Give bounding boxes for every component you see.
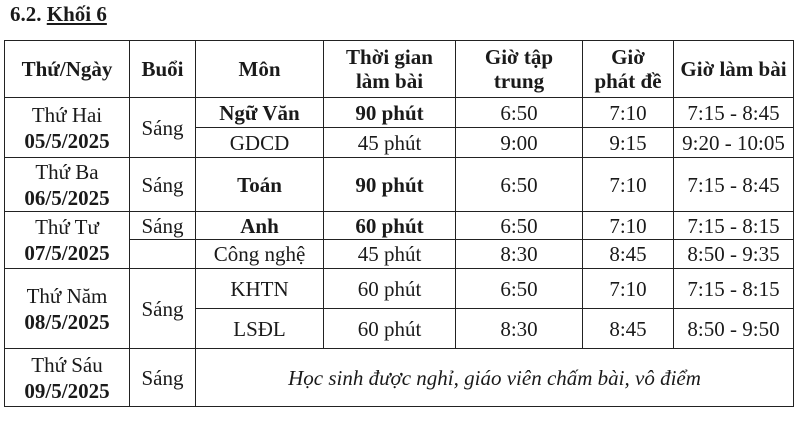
day-name: Thứ Tư [35, 215, 99, 239]
subject-cell: KHTN [196, 269, 324, 309]
header-duration-line2: làm bài [355, 69, 424, 93]
day-date: 07/5/2025 [24, 241, 110, 265]
header-handout-line1: Giờ [611, 45, 645, 69]
header-handout-line2: phát đề [594, 69, 662, 93]
subject-cell: Công nghệ [196, 240, 324, 269]
work-cell: 7:15 - 8:15 [674, 212, 794, 240]
section-heading [10, 2, 107, 27]
session-cell: Sáng [130, 269, 196, 349]
work-cell: 8:50 - 9:35 [674, 240, 794, 269]
day-date: 09/5/2025 [24, 378, 110, 403]
session-cell-empty [130, 240, 196, 269]
gather-cell: 6:50 [456, 212, 583, 240]
day-cell [5, 212, 130, 269]
day-cell [5, 98, 130, 158]
handout-cell: 8:45 [583, 309, 674, 349]
duration-cell: 60 phút [324, 269, 456, 309]
handout-cell: 7:10 [583, 212, 674, 240]
session-cell: Sáng [130, 212, 196, 240]
table-row [5, 158, 794, 212]
day-date: 05/5/2025 [24, 128, 110, 153]
header-duration-line1: Thời gian [346, 45, 433, 69]
session-cell: Sáng [130, 158, 196, 212]
day-off-note: Học sinh được nghỉ, giáo viên chấm bài, vô điểm [196, 349, 794, 407]
header-gather-line2: trung [493, 69, 545, 93]
header-session: Buổi [130, 41, 196, 98]
session-cell: Sáng [130, 98, 196, 158]
gather-cell: 8:30 [456, 309, 583, 349]
header-row [5, 41, 794, 98]
header-duration [324, 41, 456, 98]
header-day: Thứ/Ngày [5, 41, 130, 98]
subject-cell: LSĐL [196, 309, 324, 349]
section-number: 6.2. [10, 2, 42, 26]
handout-cell: 9:15 [583, 128, 674, 158]
handout-cell: 8:45 [583, 240, 674, 269]
handout-cell: 7:10 [583, 158, 674, 212]
day-name: Thứ Năm [26, 283, 108, 308]
session-cell: Sáng [130, 349, 196, 407]
duration-cell: 90 phút [324, 158, 456, 212]
day-cell [5, 269, 130, 349]
work-cell: 7:15 - 8:45 [674, 158, 794, 212]
day-name: Thứ Ba [35, 159, 99, 184]
header-subject: Môn [196, 41, 324, 98]
table-row [5, 212, 794, 240]
table-row [5, 98, 794, 128]
day-cell [5, 349, 130, 407]
header-handout [583, 41, 674, 98]
header-work: Giờ làm bài [674, 41, 794, 98]
work-cell: 7:15 - 8:15 [674, 269, 794, 309]
handout-cell: 7:10 [583, 269, 674, 309]
subject-cell: Ngữ Văn [196, 98, 324, 128]
subject-cell: Toán [196, 158, 324, 212]
handout-cell: 7:10 [583, 98, 674, 128]
gather-cell: 8:30 [456, 240, 583, 269]
day-name: Thứ Hai [31, 102, 103, 127]
work-cell: 7:15 - 8:45 [674, 98, 794, 128]
header-gather [456, 41, 583, 98]
gather-cell: 6:50 [456, 158, 583, 212]
table-row [5, 349, 794, 407]
duration-cell: 90 phút [324, 98, 456, 128]
work-cell: 8:50 - 9:50 [674, 309, 794, 349]
header-gather-line1: Giờ tập [484, 45, 554, 69]
gather-cell: 6:50 [456, 98, 583, 128]
gather-cell: 6:50 [456, 269, 583, 309]
subject-cell: GDCD [196, 128, 324, 158]
subject-cell: Anh [196, 212, 324, 240]
day-date: 06/5/2025 [24, 185, 110, 210]
duration-cell: 60 phút [324, 212, 456, 240]
day-cell [5, 158, 130, 212]
day-name: Thứ Sáu [31, 352, 103, 377]
duration-cell: 60 phút [324, 309, 456, 349]
work-cell: 9:20 - 10:05 [674, 128, 794, 158]
duration-cell: 45 phút [324, 240, 456, 269]
day-date: 08/5/2025 [24, 309, 110, 334]
duration-cell: 45 phút [324, 128, 456, 158]
section-title: Khối 6 [46, 2, 107, 26]
exam-schedule-table [4, 40, 794, 407]
gather-cell: 9:00 [456, 128, 583, 158]
table-row [5, 269, 794, 309]
